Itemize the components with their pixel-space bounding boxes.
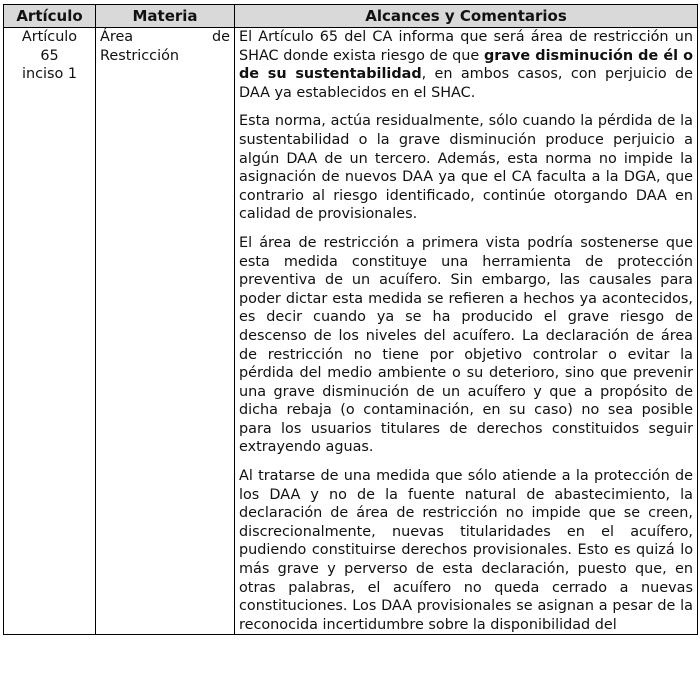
materia-word: de <box>212 29 230 45</box>
comment-paragraph-2: Esta norma, actúa residualmente, sólo cuando la pérdida de la sustentabilidad o la grave disminución produce perjuicio a algún DAA de un tercero. Además, esta norma no impide la asignación de nuevos DAA ya que el CA faculta a la DGA, que contrario al riesgo identificado, continúe otorgando DAA en calidad de provisionales. <box>239 113 693 223</box>
header-articulo: Artículo <box>4 5 96 28</box>
materia-line <box>100 28 230 47</box>
comment-paragraph-3: El área de restricción a primera vista podría sostenerse que esta medida constituye una herramienta de protección preventiva de un acuífero. Sin embargo, las causales para poder dictar esta medida se refieren a hechos ya acontecidos, es decir cuando ya se ha producido el grave riesgo de descenso de los niveles del acuífero. La declaración de área de restricción no tiene por objetivo controlar o evitar la pérdida del medio ambiente o su deterioro, sino que prevenir una grave disminución de un acuífero y que a propósito de dicha rebaja (o contaminación, en su caso) no sea posible para los usuarios titulares de derechos constituidos seguir extrayendo aguas. <box>239 234 693 456</box>
comment-paragraph-4: Al tratarse de una medida que sólo atiende a la protección de los DAA y no de la fuente natural de abastecimiento, la declaración de área de restricción no impide que se creen, discrecionalmente, nuevas titularidades en el acuífero, pudiendo constituirse derechos provisionales. Esto es quizá lo más grave y perverso de esta declaración, puesto que, en otras palabras, el acuífero no queda cerrado a nuevas constituciones. Los DAA provisionales se asignan a pesar de la reconocida incertidumbre sobre la disponibilidad del <box>239 468 693 633</box>
comment-bold-text: grave disminución de él o de su sustentabilidad <box>239 47 693 83</box>
comentarios-cell <box>235 28 698 635</box>
header-alcances: Alcances y Comentarios <box>235 5 698 28</box>
comment-paragraph-1 <box>239 28 693 102</box>
materia-word: Área <box>100 29 134 45</box>
header-row <box>4 5 698 28</box>
materia-word: Restricción <box>100 47 180 64</box>
comment-text: El Artículo 65 del CA informa que será área de restricción un SHAC donde exista riesgo de que <box>239 29 693 64</box>
articulo-line: Artículo <box>21 29 78 45</box>
articulo-cell <box>4 28 96 635</box>
articulo-inciso: inciso 1 <box>21 66 78 83</box>
table-row <box>4 28 698 635</box>
materia-cell <box>96 28 235 635</box>
document-table <box>3 4 698 635</box>
header-materia: Materia <box>96 5 235 28</box>
comment-text: , en ambos casos, con perjuicio de DAA ya establecidos en el SHAC. <box>239 66 694 101</box>
articulo-number: 65 <box>40 47 59 64</box>
